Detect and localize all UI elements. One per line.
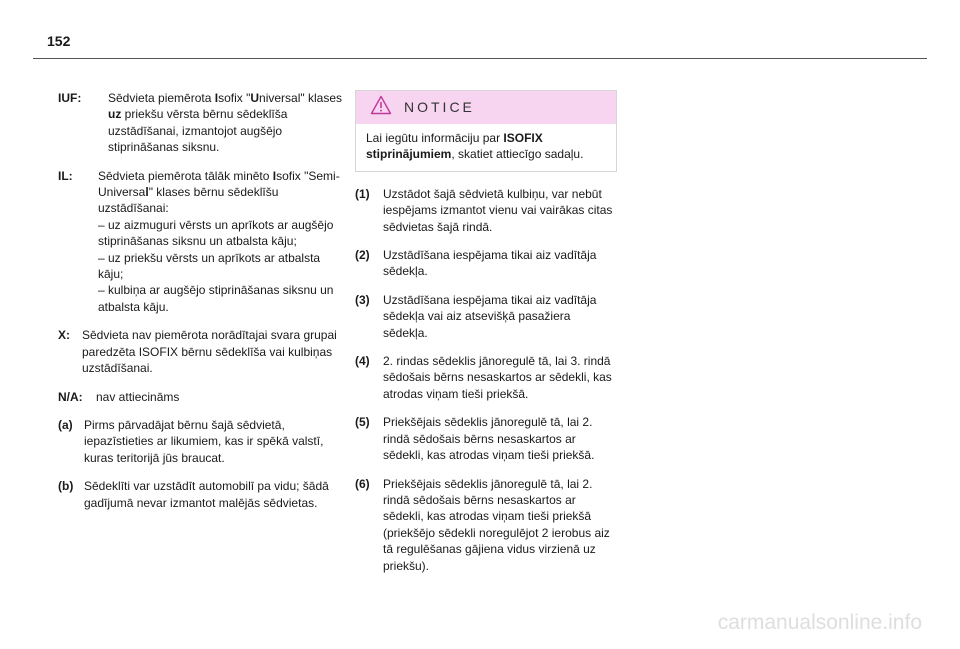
legend-definition — [108, 90, 343, 156]
legend-term: IL: — [58, 168, 73, 183]
notice-header — [356, 91, 616, 124]
definition-text: priekšu vērsta bērnu sēdeklīša uzstādīšanai, izmantojot augšējo stiprināšanas siksnu. — [108, 107, 288, 155]
notice-title: NOTICE — [404, 99, 475, 116]
footnote-text: 2. rindas sēdeklis jānoregulē tā, lai 3. rindā sēdošais bērns nesaskartos ar sēdekli, kas atrodas viņam tieši priekšā. — [383, 354, 612, 401]
definition-text: " klases bērnu sēdeklīšu uzstādīšanai: — [98, 185, 279, 216]
page-number: 152 — [47, 33, 71, 49]
definition-text: Sēdvieta piemērota tālāk minēto — [98, 168, 273, 183]
dash-item: – kulbiņa ar augšējo stiprināšanas siksnu un atbalsta kāju. — [98, 283, 334, 314]
notice-bold: ISOFIX stiprinājumiem — [366, 131, 543, 162]
footnote-item — [355, 292, 617, 341]
legend-term: N/A: — [58, 389, 83, 404]
footnote-number: (2) — [355, 248, 370, 263]
definition-text: Sēdvieta piemērota — [108, 91, 215, 105]
watermark: carmanualsonline.info — [717, 611, 922, 634]
definition-bold: I — [214, 91, 219, 105]
legend-term: IUF: — [58, 91, 82, 105]
legend-entry-b — [58, 478, 343, 511]
legend-entry-iuf — [58, 90, 343, 156]
dash-item: – uz aizmuguri vērsts un aprīkots ar augšējo stiprināšanas siksnu un atbalsta kāju; — [98, 217, 334, 249]
legend-term: (a) — [58, 417, 73, 432]
left-column — [58, 90, 343, 523]
footnote-item — [355, 186, 617, 235]
footnote-number: (3) — [355, 292, 370, 307]
definition-bold: U — [250, 91, 260, 105]
footnote-text: Priekšējais sēdeklis jānoregulē tā, lai 2. rindā sēdošais bērns nesaskartos ar sēdekli, kas atrodas viņam tieši priekšā. — [383, 415, 595, 463]
legend-entry-na — [58, 389, 343, 405]
header-divider — [33, 58, 927, 59]
notice-box — [355, 90, 617, 172]
dash-item: – uz priekšu vērsts un aprīkots ar atbalsta kāju; — [98, 250, 321, 282]
definition-bold: I — [272, 168, 277, 183]
footnote-item — [355, 247, 617, 280]
footnote-text: Priekšējais sēdeklis jānoregulē tā, lai 2. rindā sēdošais bērns nesaskartos ar sēdekli, kas atrodas viņam tieši priekšā (priekšējo sēdekli noregulējot 2 ierobus aiz tā regulēšanas gājiena vidus virzienā uz priekšu). — [383, 476, 610, 573]
footnote-text: Uzstādīšana iespējama tikai aiz vadītāja sēdekļa vai aiz atsevišķā pasažiera sēdekļa. — [383, 292, 597, 340]
definition-text: niversal" klases — [259, 91, 342, 105]
footnote-item — [355, 353, 617, 402]
footnote-number: (5) — [355, 415, 370, 430]
definition-text: sofix "Semi-Universa — [98, 168, 340, 200]
definition-text: sofix " — [218, 91, 251, 105]
footnote-text: Uzstādīšana iespējama tikai aiz vadītāja sēdekļa. — [383, 248, 597, 279]
notice-body — [356, 124, 616, 171]
legend-definition: Sēdvieta nav piemērota norādītajai svara grupai paredzēta ISOFIX bērnu sēdeklīša vai kulbiņas uzstādīšanai. — [82, 328, 337, 376]
legend-definition: Sēdeklīti var uzstādīt automobilī pa vidu; šādā gadījumā nevar izmantot malējās sēdvietas. — [84, 479, 329, 510]
footnote-item — [355, 476, 617, 574]
legend-entry-il — [58, 168, 343, 316]
legend-definition: nav attiecināms — [96, 389, 180, 404]
legend-term: (b) — [58, 479, 74, 494]
legend-definition: Pirms pārvadājat bērnu šajā sēdvietā, iepazīstieties ar likumiem, kas ir spēkā valstī, kuras teritorijā jūs braucat. — [84, 417, 324, 465]
legend-entry-x — [58, 327, 343, 376]
legend-term: X: — [58, 328, 70, 343]
footnote-number: (6) — [355, 476, 370, 491]
definition-bold: uz — [108, 107, 122, 122]
legend-definition — [98, 168, 343, 316]
footnote-text: Uzstādot šajā sēdvietā kulbiņu, var nebūt iespējams izmantot vienu vai vairākas citas sēdvietas šajā rindā. — [383, 186, 613, 234]
footnote-item — [355, 414, 617, 463]
footnote-number: (4) — [355, 354, 370, 369]
footnote-number: (1) — [355, 186, 370, 201]
legend-entry-a — [58, 417, 343, 466]
warning-triangle-icon — [370, 95, 392, 119]
right-column — [355, 90, 617, 586]
definition-bold: l — [145, 185, 149, 200]
notice-text: , skatiet attiecīgo sadaļu. — [451, 147, 584, 162]
notice-text: Lai iegūtu informāciju par — [366, 131, 504, 145]
